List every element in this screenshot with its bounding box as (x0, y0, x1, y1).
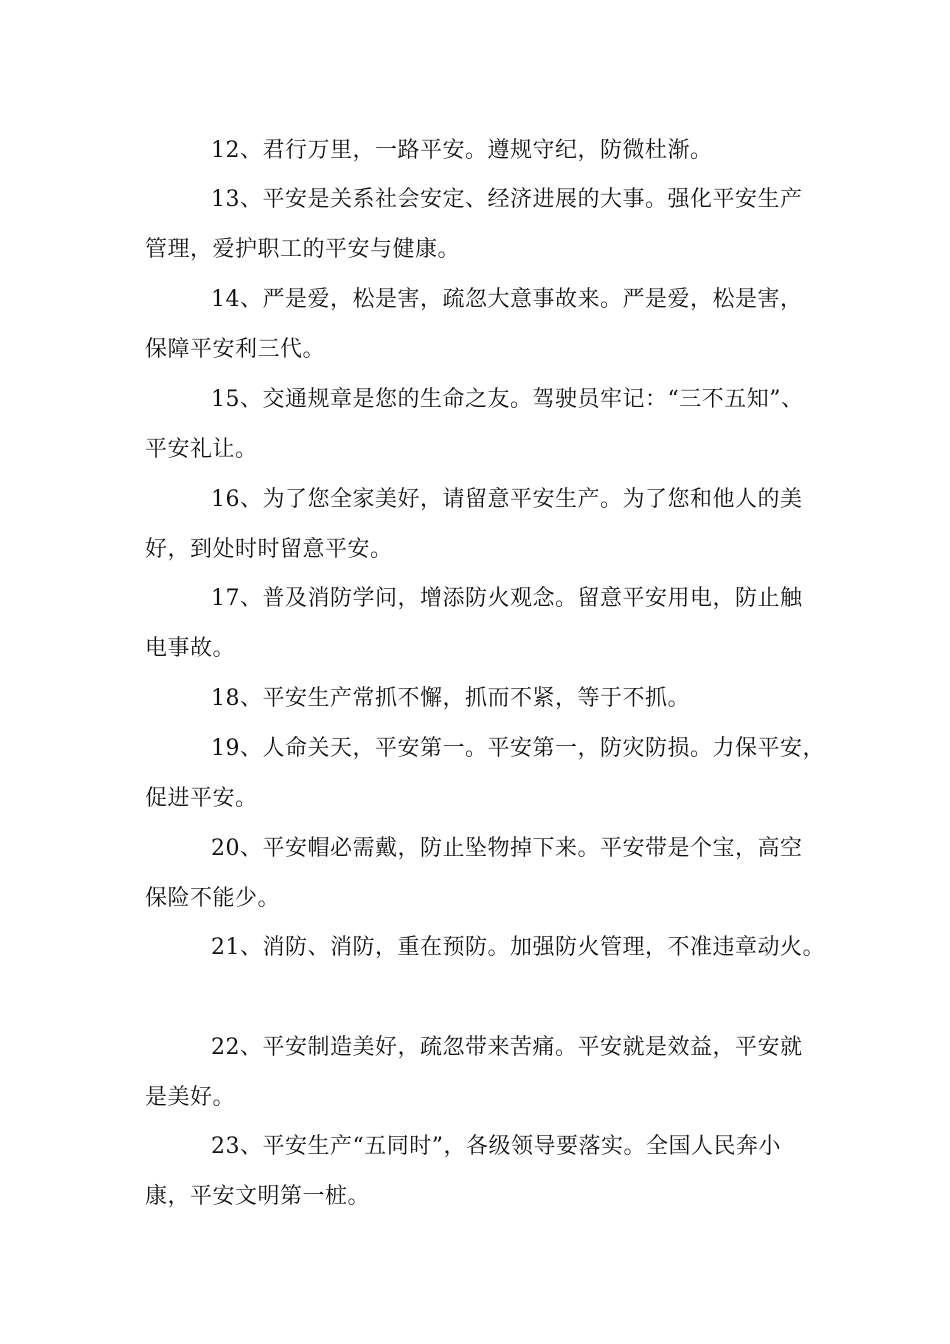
item-23-line-1: 23、平安生产“五同时”，各级领导要落实。全国人民奔小 (211, 1134, 781, 1159)
item-21-line-1: 21、消防、消防，重在预防。加强防火管理，不准违章动火。 (211, 935, 825, 960)
item-20-line-1: 20、平安帽必需戴，防止坠物掉下来。平安带是个宝，高空 (211, 836, 803, 861)
item-13-line-1: 13、平安是关系社会安定、经济进展的大事。强化平安生产 (211, 187, 803, 212)
item-17-line-1: 17、普及消防学问，增添防火观念。留意平安用电，防止触 (211, 586, 803, 611)
item-17-line-2: 电事故。 (145, 636, 236, 661)
item-15-line-2: 平安礼让。 (145, 437, 258, 462)
item-19-line-1: 19、人命关天，平安第一。平安第一，防灾防损。力保平安， (211, 736, 825, 761)
item-16-line-1: 16、为了您全家美好，请留意平安生产。为了您和他人的美 (211, 487, 803, 512)
item-22-line-2: 是美好。 (145, 1085, 236, 1110)
item-23-line-2: 康，平安文明第一桩。 (145, 1184, 371, 1209)
item-19-line-2: 促进平安。 (145, 786, 258, 811)
item-14-line-1: 14、严是爱，松是害，疏忽大意事故来。严是爱，松是害， (211, 287, 803, 312)
item-16-line-2: 好，到处时时留意平安。 (145, 537, 393, 562)
item-13-line-2: 管理，爱护职工的平安与健康。 (145, 237, 461, 262)
item-15-line-1: 15、交通规章是您的生命之友。驾驶员牢记：“三不五知”、 (211, 387, 804, 412)
item-22-line-1: 22、平安制造美好，疏忽带来苦痛。平安就是效益，平安就 (211, 1035, 803, 1060)
item-12-line-1: 12、君行万里，一路平安。遵规守纪，防微杜渐。 (211, 138, 713, 163)
item-14-line-2: 保障平安利三代。 (145, 337, 326, 362)
item-18-line-1: 18、平安生产常抓不懈，抓而不紧，等于不抓。 (211, 686, 690, 711)
item-20-line-2: 保险不能少。 (145, 886, 281, 911)
